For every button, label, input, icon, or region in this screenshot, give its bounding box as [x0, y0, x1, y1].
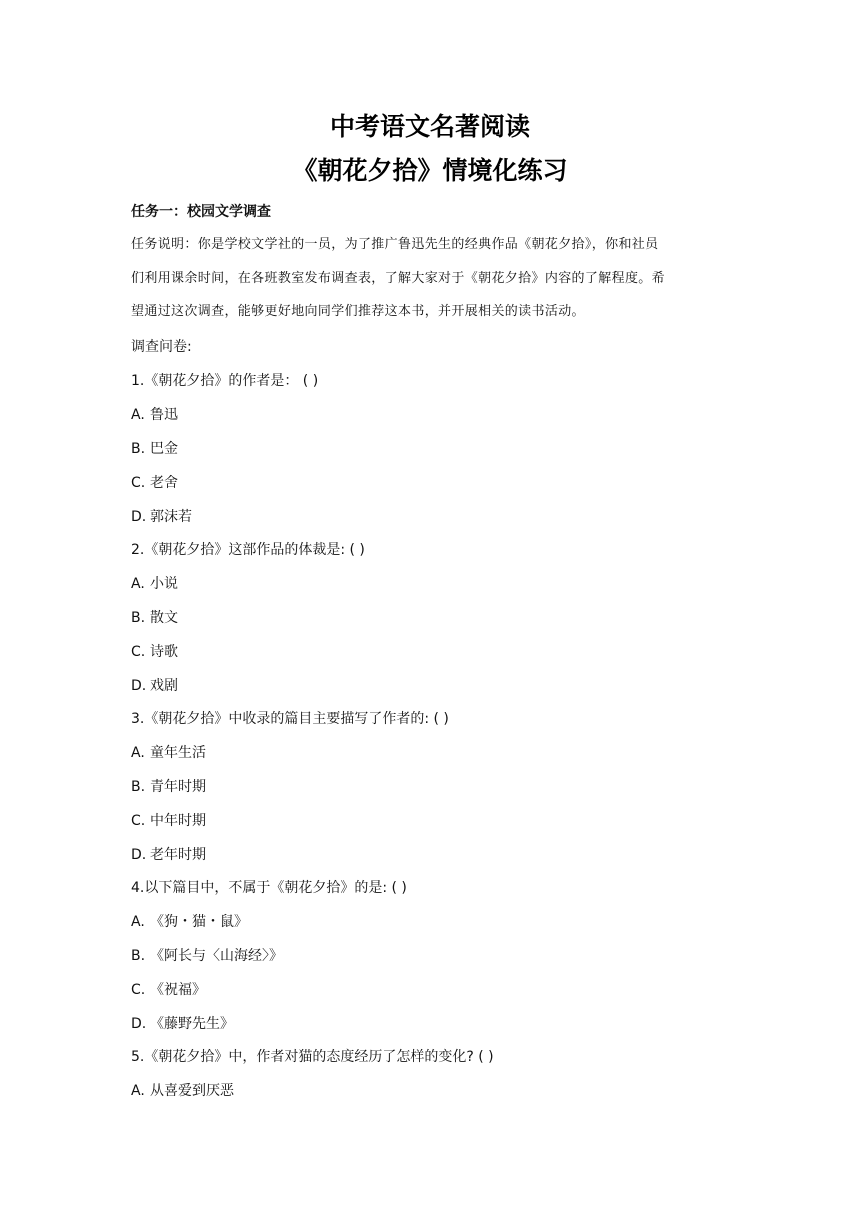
option [131, 981, 206, 999]
option-letter: A. [131, 1083, 145, 1099]
option [131, 406, 178, 424]
option-text: 《祝福》 [150, 982, 206, 998]
option-letter: A. [131, 576, 145, 592]
task-heading: 任务一：校园文学调查 [131, 204, 271, 220]
option [131, 609, 178, 627]
question-stem: 5.《朝花夕拾》中，作者对猫的态度经历了怎样的变化? ( ) [131, 1049, 494, 1065]
option-text: 《狗・猫・鼠》 [150, 914, 248, 930]
task-description-line: 们利用课余时间，在各班教室发布调查表，了解大家对于《朝花夕拾》内容的了解程度。希 [131, 270, 666, 286]
option-text: 巴金 [150, 441, 178, 457]
option-letter: B. [131, 610, 146, 626]
option-text: 从喜爱到厌恶 [150, 1083, 234, 1099]
option-letter: B. [131, 441, 146, 457]
option-letter: A. [131, 407, 145, 423]
option [131, 508, 192, 526]
survey-label: 调查问卷: [131, 339, 192, 355]
option [131, 643, 178, 661]
option [131, 575, 178, 593]
option-text: 青年时期 [150, 779, 206, 795]
document-title: 中考语文名著阅读 [329, 112, 530, 141]
question-stem: 4.以下篇目中，不属于《朝花夕拾》的是: ( ) [131, 880, 407, 896]
option-letter: B. [131, 948, 146, 964]
option [131, 812, 206, 830]
option [131, 846, 206, 864]
option [131, 744, 206, 762]
option [131, 913, 248, 931]
option [131, 947, 283, 965]
option-letter: D. [131, 509, 147, 525]
option-letter: A. [131, 914, 145, 930]
option-text: 诗歌 [150, 644, 178, 660]
option [131, 778, 206, 796]
task-description-line: 望通过这次调查，能够更好地向同学们推荐这本书，并开展相关的读书活动。 [131, 304, 585, 319]
option-text: 小说 [150, 576, 178, 592]
option-letter: D. [131, 847, 147, 863]
option-text: 戏剧 [150, 678, 178, 694]
document-subtitle: 《朝花夕拾》情境化练习 [292, 156, 568, 185]
option-letter: A. [131, 745, 145, 761]
option-text: 《阿长与〈山海经〉》 [150, 948, 283, 964]
task-description-line: 任务说明：你是学校文学社的一员，为了推广鲁迅先生的经典作品《朝花夕拾》，你和社员 [131, 237, 659, 252]
option-text: 《藤野先生》 [150, 1016, 234, 1032]
option-text: 中年时期 [150, 813, 206, 829]
option-letter: C. [131, 644, 146, 660]
task-description [131, 228, 741, 329]
option [131, 677, 178, 695]
option-letter: C. [131, 982, 146, 998]
option-text: 郭沫若 [150, 509, 192, 525]
option-text: 鲁迅 [150, 407, 178, 423]
option-letter: D. [131, 678, 147, 694]
option [131, 1015, 234, 1033]
option-text: 老年时期 [150, 847, 206, 863]
option-text: 童年生活 [150, 745, 206, 761]
option [131, 1082, 234, 1100]
question-stem: 3.《朝花夕拾》中收录的篇目主要描写了作者的: ( ) [131, 711, 449, 727]
option-letter: D. [131, 1016, 147, 1032]
option [131, 474, 178, 492]
option-letter: C. [131, 475, 146, 491]
question-stem: 2.《朝花夕拾》这部作品的体裁是: ( ) [131, 542, 365, 558]
option-letter: B. [131, 779, 146, 795]
option-text: 老舍 [150, 475, 178, 491]
option-text: 散文 [150, 610, 178, 626]
option [131, 440, 178, 458]
question-stem: 1.《朝花夕拾》的作者是： ( ) [131, 373, 319, 389]
option-letter: C. [131, 813, 146, 829]
